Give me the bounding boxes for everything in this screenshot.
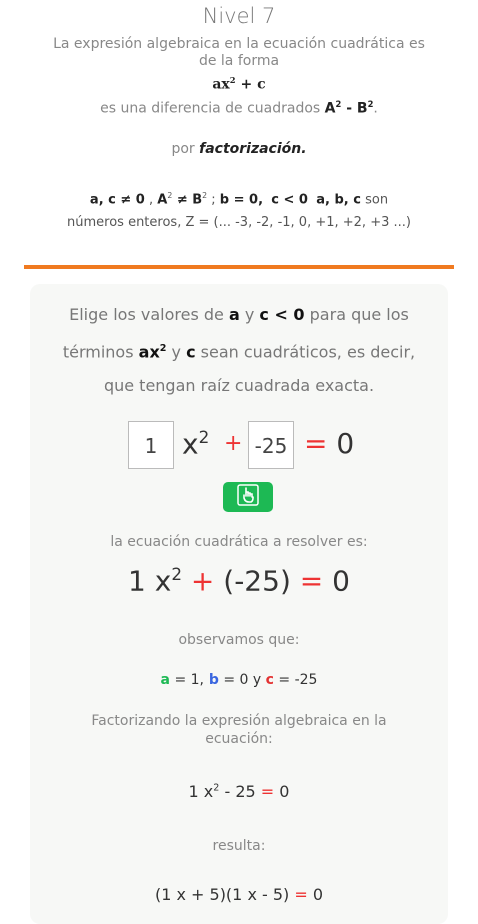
observe-label: observamos que: [178, 632, 300, 648]
factor-text2: ecuación: [205, 731, 273, 747]
equals-zero: = 0 [304, 427, 355, 461]
full-eq-plus: + [182, 564, 224, 598]
simple-eq-pre: 1 x [188, 782, 214, 801]
difference-of-squares-line [30, 96, 448, 118]
conditions-text [0, 185, 478, 233]
plus-sign: + [224, 431, 243, 457]
instr-line2 [50, 332, 428, 369]
val-y: y [248, 672, 266, 688]
cond-sep1: , [144, 192, 158, 208]
simple-eq-sup: 2 [213, 782, 220, 794]
instr1: Elige los valores de [69, 305, 229, 324]
diff-dot: . [373, 100, 378, 117]
cond-B-sup: 2 [202, 191, 208, 201]
instr-line3: que tengan raíz cuadrada exacta. [103, 376, 375, 396]
full-eq-pre: 1 x [128, 564, 172, 598]
factor-word: factorización. [199, 141, 307, 158]
diff-pre: es una diferencia de cuadrados [100, 100, 325, 117]
form-expression [30, 72, 448, 94]
hand-pointer-icon [237, 484, 259, 510]
val-b-label: b [204, 672, 219, 688]
to-solve-label: la ecuación cuadrática a resolver es: [110, 534, 368, 550]
simple-eq-eq: = [255, 782, 280, 801]
cond-abc: a, b, c [316, 192, 361, 208]
factor-pre: por [171, 141, 200, 158]
form-sup: 2 [229, 75, 236, 85]
x-term: x [182, 427, 199, 461]
result-eq: (1 x + 5)(1 x - 5) [154, 885, 290, 904]
header-description [0, 36, 478, 117]
simple-eq-tail: - 25 [219, 782, 256, 801]
instr-y: y [239, 305, 260, 324]
result-zero: 0 [312, 885, 324, 904]
x-sup: 2 [198, 427, 210, 448]
instr-c: c < 0 [259, 305, 305, 324]
simple-eq-zero: 0 [279, 782, 290, 801]
instr2-pre: términos [62, 342, 139, 362]
cond-ac: a, c ≠ 0 [89, 192, 145, 208]
instr-a: a [228, 305, 240, 324]
cond-son: son [360, 192, 389, 208]
desc-line2: de la forma [198, 53, 280, 69]
result-label: resulta: [212, 838, 266, 854]
orange-divider [24, 265, 454, 269]
diff-B-sup: 2 [367, 98, 374, 109]
val-c: = -25 [273, 672, 318, 688]
cond-B: ≠ B [172, 192, 203, 208]
simplified-equation [30, 782, 448, 801]
factorizing-text [30, 712, 448, 748]
val-a: = 1, [170, 672, 204, 688]
conditions-line2: números enteros, Z = (... -3, -2, -1, 0, +1, +2, +3 ...) [67, 214, 411, 230]
factor-method-line [0, 141, 478, 157]
instr2-sup: 2 [159, 343, 167, 354]
instr-line1 [50, 298, 428, 332]
conditions-line1 [30, 185, 448, 211]
cond-sep2: ; [207, 192, 220, 208]
form-ax: ax [212, 76, 230, 93]
desc-line1: La expresión algebraica en la ecuación cuadrática es [53, 36, 425, 52]
val-a-label: a [160, 672, 170, 688]
exercise-card [30, 284, 448, 924]
x-squared-term [182, 427, 209, 460]
full-eq-zero: 0 [332, 564, 350, 598]
coefficient-a-input[interactable]: 1 [128, 421, 174, 469]
diff-B: B [356, 100, 368, 117]
form-tail: + c [235, 76, 266, 93]
instructions [30, 298, 448, 403]
constant-c-input[interactable]: -25 [248, 421, 294, 469]
full-equation [30, 564, 448, 597]
val-c-label: c [265, 672, 274, 688]
full-eq-sup: 2 [171, 564, 183, 584]
diff-A-sup: 2 [335, 98, 342, 109]
cond-A: A [157, 192, 168, 208]
cond-b: b = 0, [219, 192, 264, 208]
equals-sign: = [304, 427, 328, 461]
equation-input-row [30, 421, 448, 481]
diff-minus: - [341, 100, 357, 117]
instr2-post: sean cuadráticos, es decir, [195, 342, 416, 362]
coefficient-values [30, 672, 448, 688]
level-title: Nivel 7 [202, 4, 276, 28]
check-button[interactable] [223, 482, 273, 512]
factored-result [30, 885, 448, 904]
instr2-ax: ax [138, 342, 160, 362]
factor-text1: Factorizando la expresión algebraica en la [91, 713, 387, 729]
instr2-c: c [186, 342, 196, 362]
cond-c: c < 0 [271, 192, 308, 208]
diff-A: A [324, 100, 336, 117]
result-eq-sign: = [289, 885, 313, 904]
instr-para: para que los [304, 305, 409, 324]
full-eq-eq: = [290, 564, 333, 598]
cond-A-sup: 2 [167, 191, 173, 201]
full-eq-c: (-25) [223, 564, 291, 598]
instr2-y: y [166, 342, 187, 362]
val-b: = 0 [218, 672, 249, 688]
